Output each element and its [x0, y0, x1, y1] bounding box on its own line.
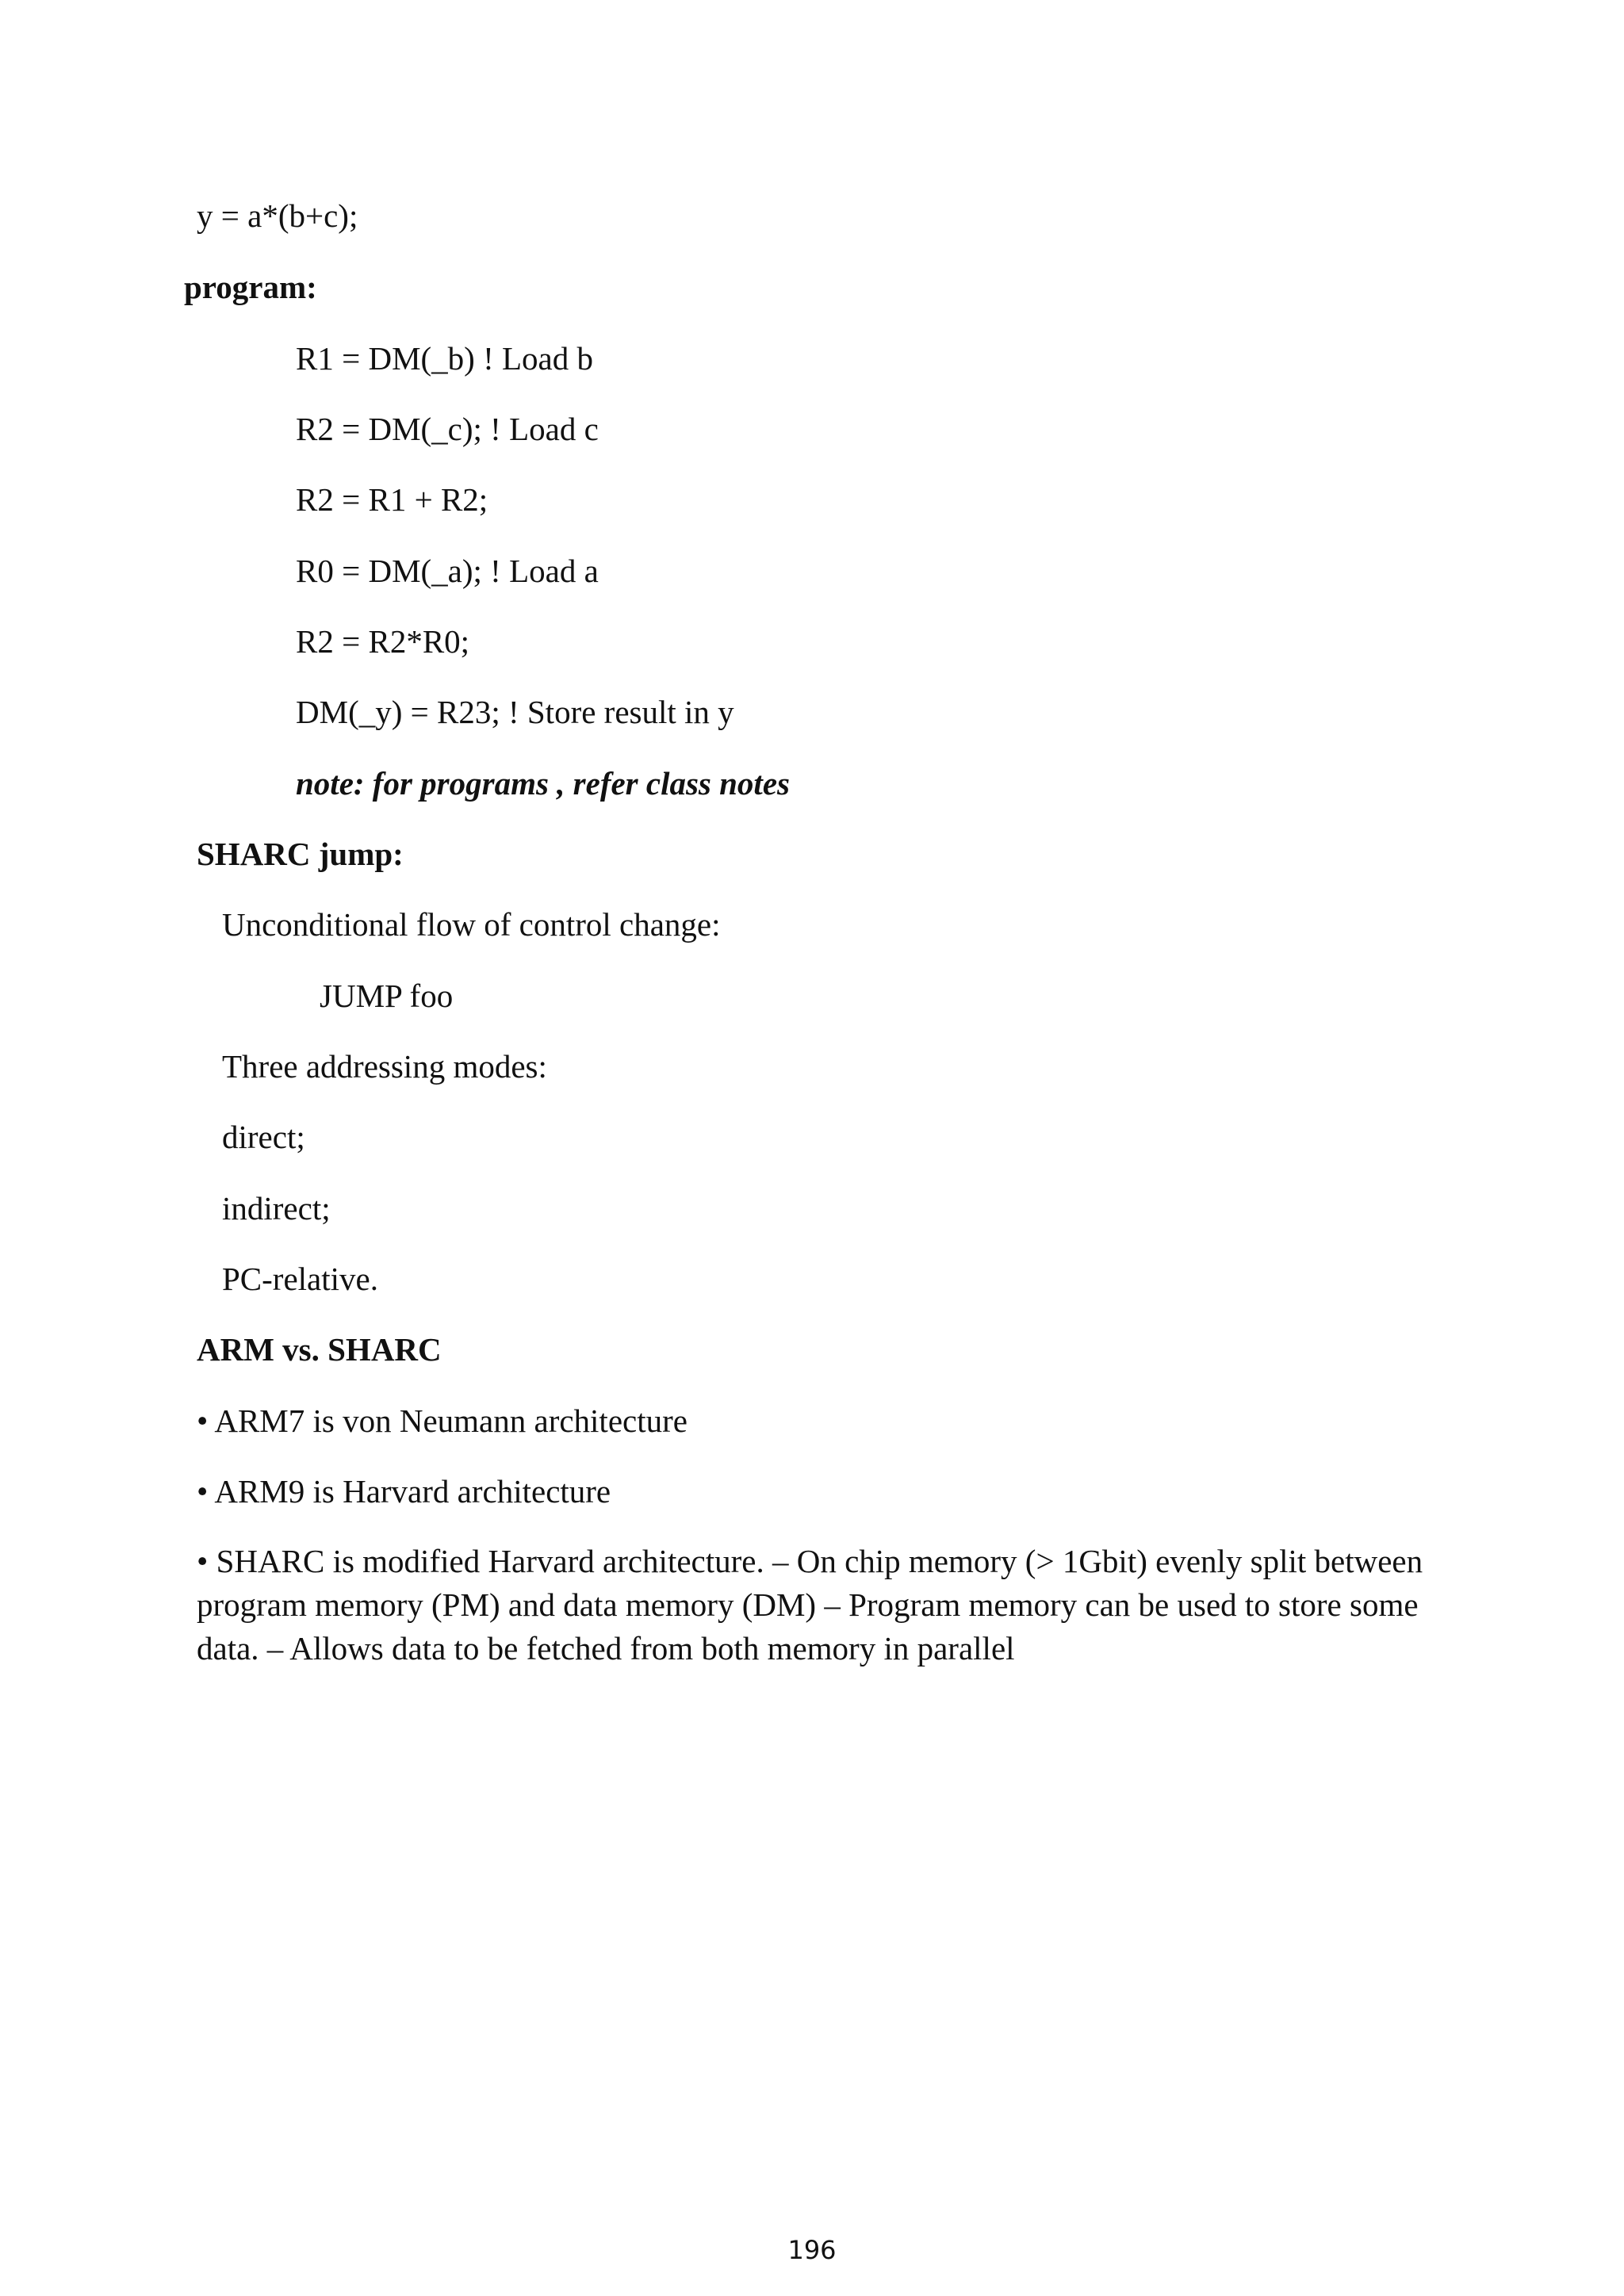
arm-vs-sharc-heading: ARM vs. SHARC	[197, 1331, 442, 1368]
bullet-item: • ARM9 is Harvard architecture	[197, 1473, 611, 1510]
expression-line: y = a*(b+c);	[197, 197, 358, 234]
program-line: R0 = DM(_a); ! Load a	[296, 553, 599, 589]
unconditional-flow-text: Unconditional flow of control change:	[222, 906, 721, 943]
bullet-paragraph: • SHARC is modified Harvard architecture. – On chip memory (> 1Gbit) evenly split between program memory (PM) and data memory (DM) – Program memory can be used to store some data. – Allows data to be fetched from both memory in parallel	[197, 1543, 1423, 1667]
addressing-modes-intro: Three addressing modes:	[222, 1048, 547, 1085]
sharc-jump-heading: SHARC jump:	[197, 836, 404, 872]
program-line: R1 = DM(_b) ! Load b	[296, 340, 593, 377]
program-line: R2 = DM(_c); ! Load c	[296, 411, 599, 447]
addressing-mode-item: direct;	[222, 1119, 305, 1155]
bullet-item: • ARM7 is von Neumann architecture	[197, 1402, 688, 1439]
program-heading: program:	[184, 269, 317, 305]
program-line: R2 = R2*R0;	[296, 623, 470, 660]
program-line: DM(_y) = R23; ! Store result in y	[296, 694, 734, 730]
class-notes-note: note: for programs , refer class notes	[296, 765, 790, 802]
addressing-mode-item: PC-relative.	[222, 1261, 378, 1297]
program-line: R2 = R1 + R2;	[296, 481, 488, 518]
addressing-mode-item: indirect;	[222, 1190, 331, 1226]
page-number: 196	[787, 2235, 837, 2265]
jump-example: JUMP foo	[320, 978, 454, 1014]
